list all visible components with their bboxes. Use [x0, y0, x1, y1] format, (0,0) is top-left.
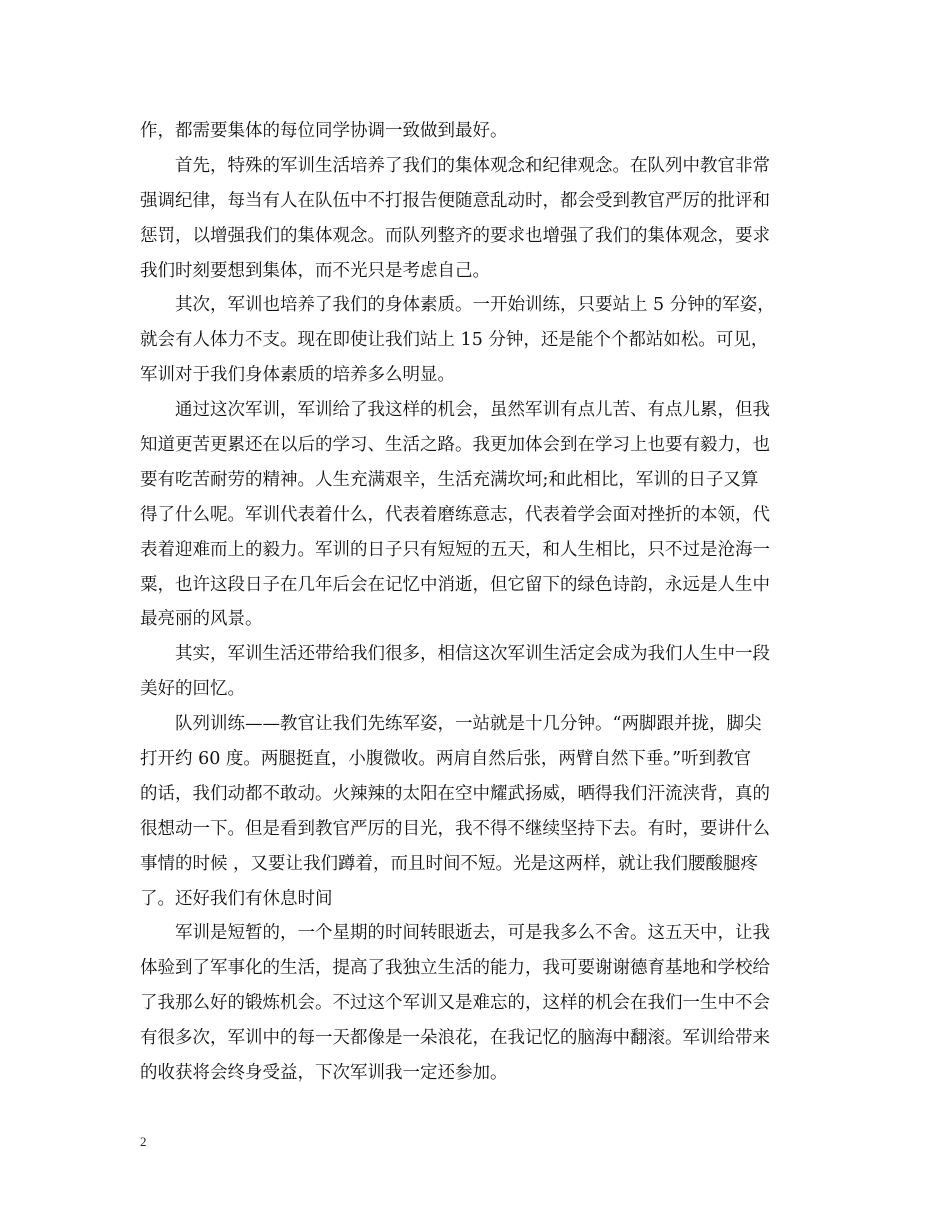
text-line: 军训对于我们身体素质的培养多么明显。: [140, 365, 455, 386]
text-line: 军训是短暂的，一个星期的时间转眼逝去，可是我多么不舍。这五天中，让我: [175, 923, 770, 944]
text-line: 要有吃苦耐劳的精神。人生充满艰辛，生活充满坎坷;和此相比，军训的日子又算: [140, 469, 759, 490]
text-line: 我们时刻要想到集体，而不光只是考虑自己。: [140, 260, 490, 281]
text-line: 队列训练——教官让我们先练军姿，一站就是十几分钟。“两脚跟并拢，脚尖: [175, 714, 762, 735]
text-line: 粟，也许这段日子在几年后会在记忆中消逝，但它留下的绿色诗韵，永远是人生中: [140, 574, 770, 595]
text-line: 作，都需要集体的每位同学协调一致做到最好。: [140, 121, 508, 141]
text-line: 美好的回忆。: [140, 679, 245, 700]
text-line: 很想动一下。但是看到教官严厉的目光，我不得不继续坚持下去。有时，要讲什么: [140, 818, 770, 839]
text-line: 就会有人体力不支。现在即使让我们站上 15 分钟，还是能个个都站如松。可见，: [140, 330, 769, 351]
text-line: 知道更苦更累还在以后的学习、生活之路。我更加体会到在学习上也要有毅力，也: [140, 435, 770, 456]
text-line: 体验到了军事化的生活，提高了我独立生活的能力，我可要谢谢德育基地和学校给: [140, 958, 770, 979]
page-number: 2: [140, 1134, 147, 1149]
text-line: 了我那么好的锻炼机会。不过这个军训又是难忘的，这样的机会在我们一生中不会: [140, 993, 770, 1014]
text-line: 有很多次，军训中的每一天都像是一朵浪花，在我记忆的脑海中翻滚。军训给带来: [140, 1028, 770, 1049]
text-line: 惩罚，以增强我们的集体观念。而队列整齐的要求也增强了我们的集体观念，要求: [140, 225, 770, 246]
text-line: 的收获将会终身受益，下次军训我一定还参加。: [140, 1063, 508, 1084]
text-line: 首先，特殊的军训生活培养了我们的集体观念和纪律观念。在队列中教官非常: [175, 155, 770, 176]
text-line: 的话，我们动都不敢动。火辣辣的太阳在空中耀武扬威，晒得我们汗流浃背，真的: [140, 783, 770, 804]
text-line: 最亮丽的风景。: [140, 609, 263, 630]
text-line: 了。还好我们有休息时间: [140, 888, 333, 909]
text-line: 强调纪律，每当有人在队伍中不打报告便随意乱动时，都会受到教官严厉的批评和: [140, 190, 770, 211]
body-text: [140, 114, 815, 1091]
text-line: 得了什么呢。军训代表着什么，代表着磨练意志，代表着学会面对挫折的本领，代: [140, 504, 770, 525]
text-line: 打开约 60 度。两腿挺直，小腹微收。两肩自然后张，两臂自然下垂。”听到教官: [140, 749, 752, 770]
text-line: 其实，军训生活还带给我们很多，相信这次军训生活定会成为我们人生中一段: [175, 644, 770, 665]
text-line: 事情的时候 ，又要让我们蹲着，而且时间不短。光是这两样，就让我们腰酸腿疼: [140, 853, 759, 874]
text-line: 表着迎难而上的毅力。军训的日子只有短短的五天，和人生相比，只不过是沧海一: [140, 539, 770, 560]
text-line: 其次，军训也培养了我们的身体素质。一开始训练，只要站上 5 分钟的军姿，: [175, 295, 775, 316]
text-line: 通过这次军训，军训给了我这样的机会，虽然军训有点儿苦、有点儿累，但我: [175, 400, 770, 421]
